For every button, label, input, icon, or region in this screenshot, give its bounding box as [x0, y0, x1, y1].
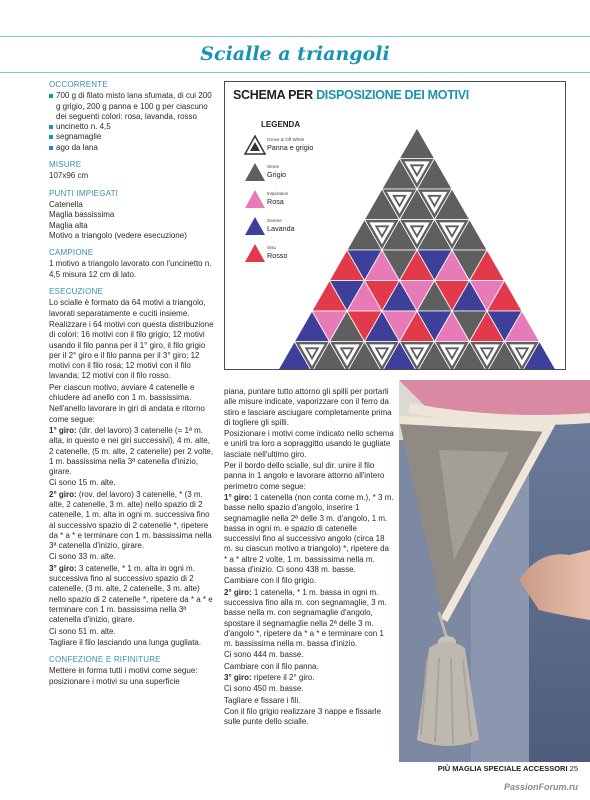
stitch-item: Motivo a triangolo (vedere esecuzione) — [49, 230, 187, 240]
round-count: Ci sono 51 m. alte. — [49, 626, 116, 636]
finishing-paragraph: Posizionare i motivi come indicato nello schema e unirli tra loro a sopraggitto usando le gugliate lasciate nell'ultimo giro. — [224, 429, 394, 459]
round-label: 3° giro: — [49, 563, 77, 573]
round-label: 2° giro: — [49, 489, 77, 499]
legend-swatch — [245, 190, 265, 208]
border-round — [224, 673, 394, 683]
legend-label: Rosa — [267, 197, 284, 206]
occorrente-heading: OCCORRENTE — [49, 80, 108, 89]
campione-text: 1 motivo a triangolo lavorato con l'uncinetto n. 4,5 misura 12 cm di lato. — [49, 259, 212, 279]
confezione-heading: CONFEZIONE E RIFINITURE — [49, 655, 161, 665]
legend-swatch — [245, 244, 265, 262]
border-round — [224, 650, 394, 660]
esecuzione-paragraph: Per ciascun motivo, avviare 4 catenelle e chiudere ad anello con 1 m. bassissima. — [49, 382, 195, 403]
round-label: 2° giro: — [224, 587, 252, 597]
legend-yarn-name: Serene — [267, 218, 282, 223]
round-instruction — [49, 490, 215, 552]
finishing-paragraph: piana, puntare tutto attorno gli spilli per portarli alle misure indicate, vaporizzare con il ferro da stiro e lasciare asciugare completamente prima di togliere gli spilli. — [224, 387, 392, 427]
round-count: Ci sono 33 m. alte. — [49, 552, 116, 562]
finishing-paragraph: Per il bordo dello scialle, sul dir. unire il filo panna in 1 angolo e lavorare attorno all'intero perimetro come segue: — [224, 461, 385, 491]
esecuzione-paragraph: Lo scialle è formato da 64 motivi a triangolo, lavorati separatamente e cuciti insieme. — [49, 298, 206, 318]
round-count: Ci sono 15 m. alte. — [49, 478, 116, 488]
border-round — [224, 696, 394, 706]
round-text: Con il filo grigio realizzare 3 nappe e fissarle sulle punte dello scialle. — [224, 706, 381, 727]
esecuzione-paragraph: Nell'anello lavorare in giri di andata e ritorno come segue: — [49, 404, 205, 424]
legend-label: Grigio — [267, 170, 287, 179]
watermark: PassionForum.ru — [503, 782, 578, 792]
material-item: segnamaglie — [49, 132, 215, 142]
esecuzione-paragraph: Realizzare i 64 motivi con questa distribuzione di colori: 16 motivi con il filo grigio; 12 motivi usando il filo panna per il 1° giro, il filo grigio per il 2° giro e il filo panna per il 3° giro; 12 motivi con il filo rosa; 12 motivi con il filo lavanda; 12 motivi con il filo rosso. — [49, 319, 214, 381]
title-rule — [0, 72, 590, 73]
page-footer — [438, 764, 578, 773]
stitch-item: Maglia bassissima — [49, 210, 115, 220]
closing-text: Tagliare il filo lasciando una lunga gugliata. — [49, 637, 202, 647]
round-label: 3° giro: — [224, 673, 252, 683]
schema-box — [224, 81, 566, 370]
border-round — [224, 493, 394, 575]
shawl-photo — [399, 380, 590, 762]
schema-title-bold: SCHEMA PER — [233, 88, 313, 102]
legend-swatch — [245, 163, 265, 181]
material-item: ago da lana — [49, 143, 215, 153]
confezione-text: Mettere in forma tutti i motivi come segue: posizionare i motivi su una superficie — [49, 666, 198, 686]
misure-text: 107x96 cm — [49, 171, 89, 181]
round-text: 1 catenella, * 1 m. bassa in ogni m. successiva fino alla m. con segnamaglie, 3 m. basse nella m. con segnamaglie d'angolo, spostare il segnamaglie nella 2ª delle 3 m. d'angolo *, ripetere da * a * e terminare con 1 m. bassissima nella m. bassa d'inizio. — [224, 587, 387, 649]
border-round — [224, 707, 394, 728]
legend-yarn-name: Stone — [267, 164, 280, 169]
campione-heading: CAMPIONE — [49, 248, 94, 258]
shawl-photo-illustration — [399, 380, 590, 762]
legend-yarn-name: Inspiration — [267, 191, 289, 196]
material-item: uncinetto n. 4,5 — [49, 122, 215, 132]
finishing-column — [224, 387, 394, 729]
stitch-item: Maglia alta — [49, 220, 88, 230]
round-text: Tagliare e fissare i fili. — [224, 695, 301, 705]
border-round — [224, 576, 394, 586]
border-round — [224, 684, 394, 694]
round-instruction — [49, 564, 215, 626]
legend-label: Panna e grigio — [267, 143, 314, 152]
round-text: 3 catenelle, * 1 m. alta in ogni m. successiva fino al successivo spazio di 2 catenelle, (3 m. alte, 2 catenelle, 3 m. alte) nello spazio di 2 catenelle *, ripetere da * a * e terminare con 1 m. bassissima nella 3ª catenella d'inizio, girare. — [49, 563, 213, 625]
header-rule — [0, 36, 590, 37]
punti-heading: PUNTI IMPIEGATI — [49, 188, 119, 198]
legend-yarn-name: Grove & Off White — [267, 137, 305, 142]
materials-list — [49, 91, 215, 153]
esecuzione-heading: ESECUZIONE — [49, 287, 104, 297]
motif-triangle — [400, 128, 435, 159]
round-text: Ci sono 444 m. basse. — [224, 650, 304, 660]
motif-layout-diagram — [225, 82, 565, 369]
page-number: 25 — [569, 764, 578, 773]
border-round — [224, 662, 394, 672]
legend-title: LEGENDA — [261, 120, 301, 129]
round-text: (dir. del lavoro) 3 catenelle (= 1ª m. alta, in questo e nei giri successivi), 4 m. alte, 2 catenelle, (5 m. alte, 2 catenelle) per 2 volte, 1 m. bassissima nella 3ª catenella d'inizio, girare. — [49, 425, 214, 477]
round-text: ripetere il 2° giro. — [251, 673, 315, 683]
page-title: Scialle a triangoli — [200, 43, 390, 65]
legend-label: Rosso — [267, 251, 288, 260]
material-item: 700 g di filato misto lana sfumata, di cui 200 g grigio, 200 g panna e 100 g per ciascuno dei seguenti colori: rosa, lavanda, rosso — [49, 91, 215, 122]
round-instruction — [49, 426, 215, 477]
border-round — [224, 588, 394, 650]
round-label: 1° giro: — [49, 425, 77, 435]
round-text: 1 catenella (non conta come m.), * 3 m. basse nello spazio d'angolo, inserire 1 segnamaglie nella 2ª delle 3 m. d'angolo, 1 m. bassa in ogni m. e spazio di catenelle successivi fino al successivo angolo (circa 18 m. su ciascun motivo a triangolo) *, ripetere da * a * altre 2 volte, 1 m. bassissima nella m. bassa d'inizio. Ci sono 438 m. basse. — [224, 492, 394, 575]
round-text: Cambiare con il filo grigio. — [224, 576, 317, 586]
magazine-name: PIÙ MAGLIA SPECIALE ACCESSORI — [437, 764, 568, 773]
round-text: Ci sono 450 m. basse. — [224, 684, 304, 694]
legend-swatch — [245, 217, 265, 235]
instructions-column — [49, 80, 215, 688]
legend-yarn-name: Sisu — [267, 245, 276, 250]
legend-label: Lavanda — [267, 224, 295, 233]
misure-heading: MISURE — [49, 160, 82, 170]
round-text: Cambiare con il filo panna. — [224, 661, 319, 671]
schema-title-accent: DISPOSIZIONE DEI MOTIVI — [316, 88, 469, 102]
round-label: 1° giro: — [224, 492, 252, 502]
round-text: (rov. del lavoro) 3 catenelle, * (3 m. alte, 2 catenelle, 3 m. alte) nello spazio di 2 catenelle, 1 m. alta in ogni m. successiva fino al successivo spazio di 2 catenelle *, ripetere da * a * e terminare con 1 m. bassissima nella 3ª catenella d'inizio, girare. — [49, 489, 212, 551]
stitch-item: Catenella — [49, 199, 83, 209]
